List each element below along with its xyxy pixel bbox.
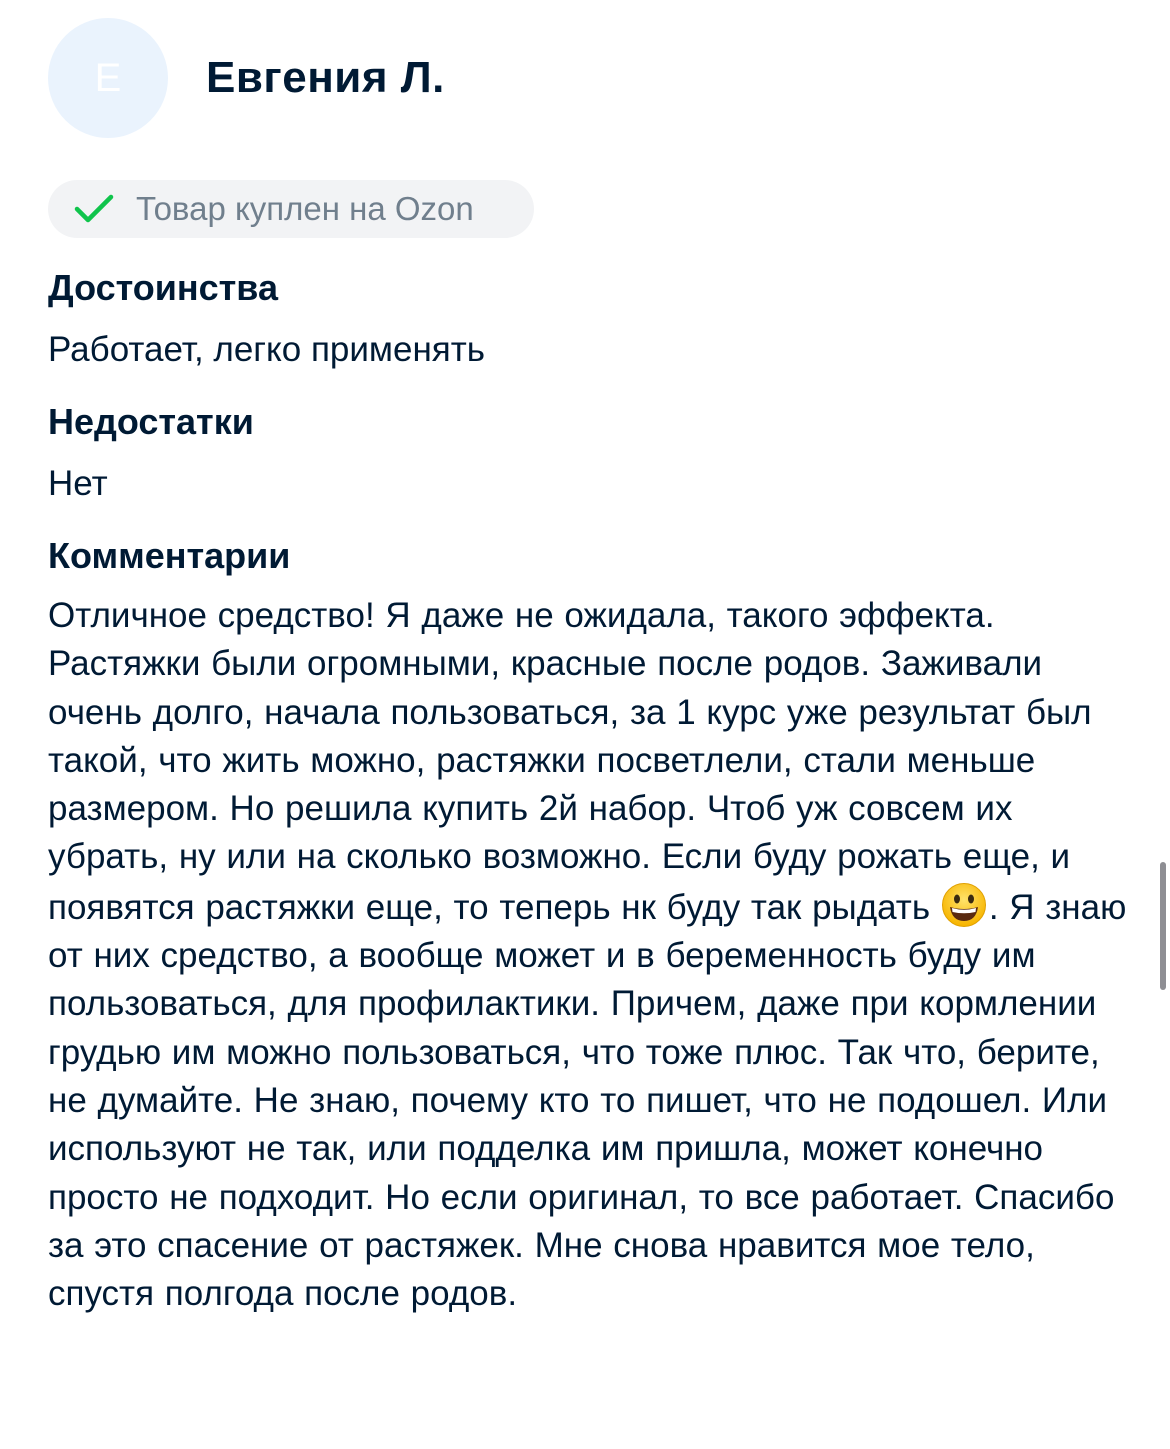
comment-text-part-2: . Я знаю от них средство, а вообще может и в беременность буду им пользоваться, для профилактики. Причем, даже при кормлении грудью им можно пользоваться, что тоже плюс. Так что, берите, не думайте. Не знаю, почему кто то пишет, что не подошел. Или используют не так, или подделка им пришла, может конечно просто не подходит. Но если оригинал, то все работает. Спасибо за это спасение от растяжек. Мне снова нравится мое тело, спустя полгода после родов. (48, 887, 1127, 1314)
avatar[interactable] (48, 18, 168, 138)
comment-title: Комментарии (48, 535, 291, 576)
review-header (48, 18, 445, 138)
cons-text: Нет (48, 464, 108, 503)
checkmark-icon (74, 194, 114, 224)
comment-text (48, 592, 1128, 1318)
badge-text: Товар куплен на Ozon (136, 190, 474, 227)
avatar-initial: E (94, 55, 122, 100)
comment-text-part-1: Отличное средство! Я даже не ожидала, такого эффекта. Растяжки были огромными, красные после родов. Заживали очень долго, начала пользоваться, за 1 курс уже результат был такой, что жить можно, растяжки посветлели, стали меньше размером. Но решила купить 2й набор. Чтоб уж совсем их убрать, ну или на сколько возможно. Если буду рожать еще, и появятся растяжки еще, то теперь нк буду так рыдать (48, 596, 1092, 927)
pros-title: Достоинства (48, 267, 278, 308)
cons-title: Недостатки (48, 401, 254, 442)
scrollbar[interactable] (1160, 862, 1166, 990)
pros-text: Работает, легко применять (48, 330, 485, 369)
purchased-on-ozon-badge (48, 180, 534, 238)
author-name[interactable]: Евгения Л. (206, 53, 445, 102)
grinning-face-emoji-icon (941, 882, 987, 928)
